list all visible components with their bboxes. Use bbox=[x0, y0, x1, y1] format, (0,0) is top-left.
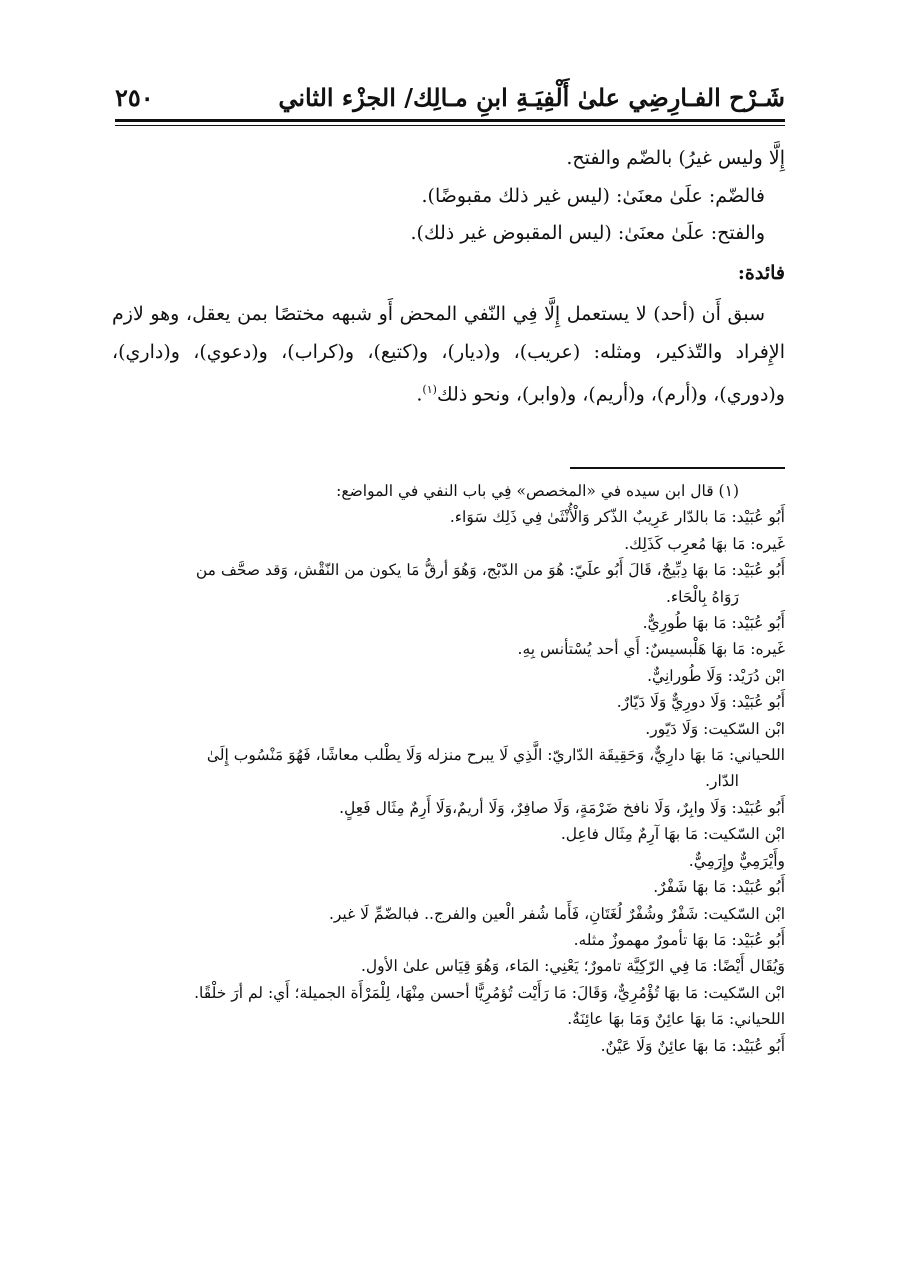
footnote-line: ابْن السّكيت: مَا بهَا آرِمٌ مِثَال فاعِل. bbox=[560, 825, 785, 844]
footnote-line: أَبُو عُبَيْد: مَا بهَا طُورِيٌّ. bbox=[642, 614, 785, 633]
page-number: ٢٥٠ bbox=[115, 83, 154, 112]
body-line: والفتح: علَىٰ معنَىٰ: (ليس المقبوض غير ذلك). bbox=[410, 222, 765, 244]
footnotes bbox=[108, 478, 785, 1059]
footnote-line: (١) قال ابن سيده في «المخصص» فِي باب النفي في المواضع: bbox=[336, 482, 739, 500]
footnote-line: وأَيْرَمِيٌّ وإِرَمِيٌّ. bbox=[688, 851, 785, 870]
footnote-line: أَبُو عُبَيْد: مَا بهَا دِبِّيجٌ، قَالَ أَبُو علَيّ: هُوَ من الدّبْج، وَهُوَ أرقُّ مَا يكون من النّقْش، وَقد صحَّف من bbox=[195, 561, 785, 580]
page-header bbox=[115, 70, 785, 120]
main-text bbox=[112, 140, 785, 414]
footnote-line: ابْن السّكيت: شَفْرٌ وشُفْرٌ لُغَتَانِ، فَأَما شُفر الْعين والفرج.. فبالضّمِّ لَا غير. bbox=[328, 904, 785, 923]
body-paragraph: سبق أَن (أحد) لا يستعمل إِلَّا فِي النّفي المحض أَو شبهه مختصًا بمن يعقل، وهو لازم الإِفراد والتّذكير، ومثله: (عريب)، و(ديار)، و(كتيع)، و(كراب)، و(دعوي)، و(داري)، و(دوري)، و(أرم)، و(أريم)، و(وابر)، ونحو ذلك$^{(١)}$. bbox=[112, 303, 785, 406]
footnote-line: ابْن دُرَيْد: وَلَا طُورانِيٌّ. bbox=[647, 666, 785, 685]
footnote-line: أَبُو عُبَيْد: مَا بهَا تأمورٌ مهموزٌ مثله. bbox=[573, 930, 785, 949]
section-heading: فائدة: bbox=[737, 261, 785, 284]
running-title: شَـرْح الفـارِضِي علىٰ أَلْفِيَـةِ ابنِ مـالِك/ الجزْء الثاني bbox=[278, 83, 785, 112]
footnote-line: أَبُو عُبَيْد: مَا بالدّار عَرِيبٌ الذّكر وَالْأُنْثَىٰ فِي ذَلِك سَوَاء. bbox=[449, 508, 785, 527]
footnote-line: ابْن السّكيت: مَا بهَا تُؤْمُرِيٌّ، وَقَالَ: مَا رَأَيْت تُؤمُرِيًّا أحسن مِنْهَا، لِلْمَرْأَة الجميلة؛ أَي: لم أرَ خلْقًا. bbox=[194, 983, 785, 1002]
footnote-line: وَيُقَال أَيْضًا: مَا فِي الرّكِيَّة تامورٌ؛ يَعْنِي: المَاء، وَهُوَ قِيَاس علىٰ الأول. bbox=[360, 957, 785, 976]
footnote-line: غَيره: مَا بهَا مُعرِب كَذَلِك. bbox=[624, 534, 785, 553]
footnote-line: أَبُو عُبَيْد: مَا بهَا شَفْرٌ. bbox=[653, 878, 785, 897]
footnote-line: اللحياني: مَا بهَا عائِنٌ وَمَا بهَا عائِنَةٌ. bbox=[567, 1010, 785, 1029]
footnote-line: رَوَاهُ بِالْحَاء. bbox=[665, 587, 739, 606]
footnote-reference: (١) bbox=[422, 383, 437, 396]
footnote-line: أَبُو عُبَيْد: مَا بهَا عائِنٌ وَلَا عَيْنٌ. bbox=[600, 1036, 785, 1055]
footnote-line: أَبُو عُبَيْد: وَلَا دورِيٌّ وَلَا دَيّارٌ. bbox=[616, 693, 785, 712]
footnote-separator bbox=[570, 467, 785, 469]
footnote-line: الدّار. bbox=[705, 772, 739, 791]
body-line: إِلَّا وليس غيرُ) بالضّم والفتح. bbox=[566, 147, 785, 169]
paragraph-text: سبق أَن (أحد) لا يستعمل إِلَّا فِي النّفي المحض أَو شبهه مختصًا بمن يعقل، وهو لازم الإِفراد والتّذكير، ومثله: (عريب)، و(ديار)، و(كتيع)، و(كراب)، و(دعوي)، و(داري)، و(دوري)، و(أرم)، و(أريم)، و(وابر)، ونحو ذلك bbox=[112, 303, 785, 406]
header-rule-thin bbox=[115, 125, 785, 126]
footnote-line: غَيره: مَا بهَا هَلْبسيسٌ: أَي أحد يُسْتأنس بِهِ. bbox=[517, 640, 785, 659]
footnote-line: أَبُو عُبَيْد: وَلَا وابِرٌ، وَلَا نافخ ضَرْمَةٍ، وَلَا صافِرٌ، وَلَا أريمٌ،وَلَا أَرِمٌ مِثَال فَعِلٍ. bbox=[339, 798, 785, 817]
body-line: فالضّم: علَىٰ معنَىٰ: (ليس غير ذلك مقبوضًا). bbox=[421, 184, 765, 207]
footnote-line: ابْن السّكيت: وَلَا دَيّور. bbox=[645, 719, 785, 738]
footnote-line: اللحياني: مَا بهَا دارِيٌّ، وَحَقِيقَة الدّاريّ: الَّذِي لَا يبرح منزله وَلَا يطْلب معاشًا، فَهُوَ مَنْسُوب إِلَىٰ bbox=[206, 746, 785, 765]
header-rule-thick bbox=[115, 119, 785, 122]
